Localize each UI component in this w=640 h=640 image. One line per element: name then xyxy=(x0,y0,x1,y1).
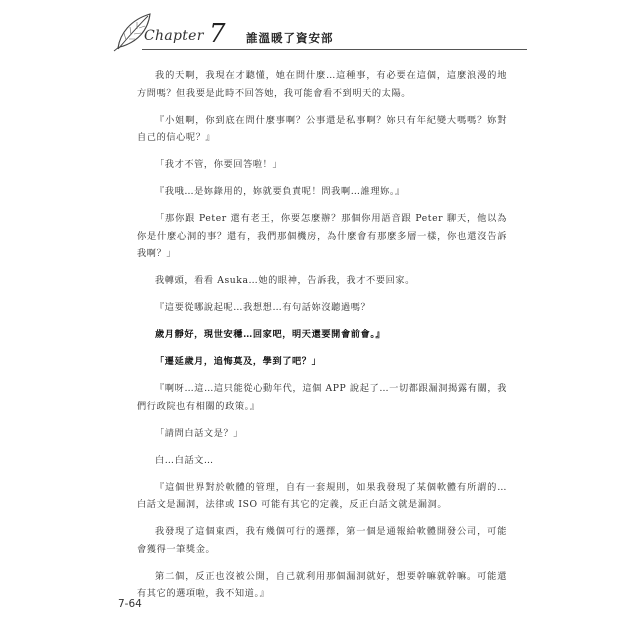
page-number: 7-64 xyxy=(118,598,142,610)
header-rule xyxy=(142,49,527,50)
paragraph: 『我哦…是妳錄用的，妳就要負責呢！問我啊…誰理妳。』 xyxy=(155,186,405,197)
paragraph: 我轉頭，看看 Asuka…她的眼神，告訴我，我才不要回家。 xyxy=(155,275,415,286)
chapter-title: 誰溫暖了資安部 xyxy=(246,31,334,45)
paragraph: 『這個世界對於軟體的管理，自有一套規則，如果我發現了某個軟體有所謂的…白話文是漏洞，法律或 ISO 可能有其它的定義，反正白話文就是漏洞。 xyxy=(137,481,507,510)
chapter-word: Chapter xyxy=(144,28,204,44)
paragraph: 第二個，反正也沒被公開，自己就利用那個漏洞就好，想要幹嘛就幹嘛。可能還有其它的選項啦，我不知道。』 xyxy=(137,570,507,599)
paragraph: 我發現了這個東西，我有幾個可行的選擇，第一個是通報給軟體開發公司，可能會獲得一筆獎金。 xyxy=(137,526,507,555)
paragraph: 「那你跟 Peter 還有老王，你要怎麼辦？那個你用語音跟 Peter 聊天，他以為你是什麼心洞的事？還有，我們那個機房，為什麼會有那麼多層一樣，你也還沒告訴我啊？」 xyxy=(137,213,507,259)
paragraph: 『這要從哪說起呢…我想想…有句話妳沒聽過嗎？ xyxy=(155,302,371,313)
paragraph: 「請問白話文是？」 xyxy=(155,427,244,439)
paragraph: 「遷延歲月，追悔莫及，學到了吧？」 xyxy=(155,356,322,367)
paragraph: 『啊呀…這…這只能從心動年代，這個 APP 說起了…一切都跟漏洞揭露有關，我們行政院也有相關的政策。』 xyxy=(137,383,507,412)
paragraph: 歲月靜好，現世安穩…回家吧，明天還要開會前會。』 xyxy=(155,329,386,340)
chapter-number: 7 xyxy=(209,19,226,49)
paragraph: 我的天啊，我現在才聽懂，她在問什麼…這種事，有必要在這個，這麼浪漫的地方問嗎？但我要是此時不回答她，我可能會看不到明天的太陽。 xyxy=(137,70,507,99)
chapter-header xyxy=(112,12,532,52)
paragraph: 「我才不管，你要回答啦！」 xyxy=(155,159,283,170)
body-text xyxy=(137,67,507,612)
paragraph: 『小姐啊，你到底在問什麼事啊？公事還是私事啊？妳只有年紀變大嗎嗎？妳對自己的信心呢？』 xyxy=(137,114,507,143)
paragraph: 白…白話文… xyxy=(155,454,214,466)
